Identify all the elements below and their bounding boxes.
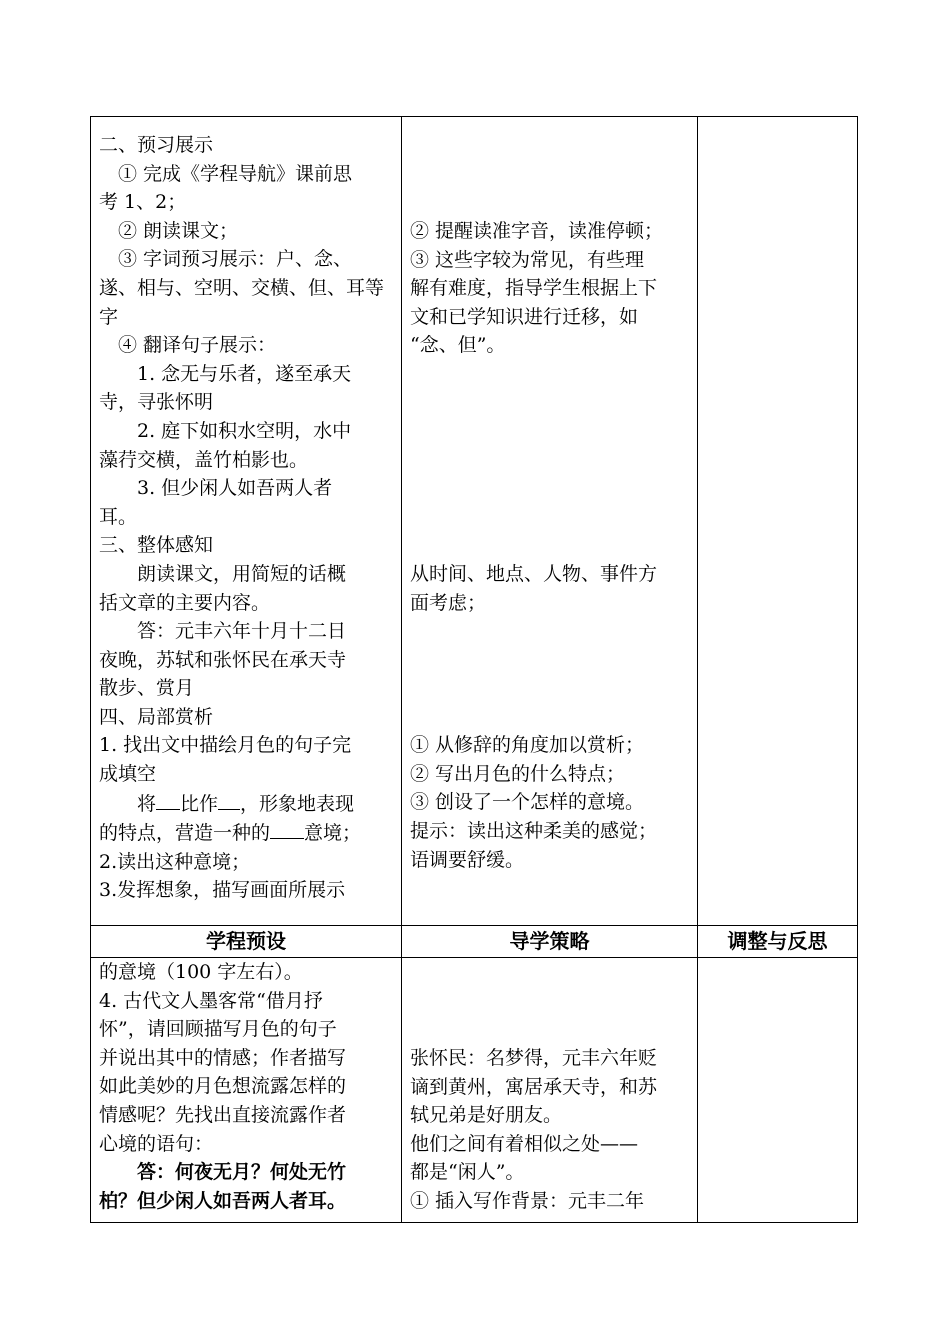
text-line: 3. 但少闲人如吾两人者 <box>137 477 333 500</box>
text-line: 并说出其中的情感；作者描写 <box>99 1046 347 1069</box>
text-line: 成填空 <box>99 763 157 786</box>
answer-line: 柏？但少闲人如吾两人者耳。 <box>99 1189 347 1212</box>
text-line: 夜晚，苏轼和张怀民在承天寺 <box>99 648 347 671</box>
text-line: 耳。 <box>99 505 138 528</box>
text-line: 提示：读出这种柔美的感觉； <box>410 819 658 842</box>
text-line: ① 从修辞的角度加以赏析； <box>410 734 645 757</box>
text-line: 的意境（100 字左右）。 <box>99 961 303 983</box>
fill-text: 意境； <box>304 822 362 845</box>
cell-learning-design-top <box>91 117 402 926</box>
header-adjust-reflect: 调整与反思 <box>698 926 858 958</box>
answer-line: 答：何夜无月？何处无竹 <box>137 1161 347 1184</box>
fill-text: ，形象地表现 <box>240 792 355 815</box>
text-line: 二、预习展示 <box>99 134 214 156</box>
text-line: 三、整体感知 <box>99 534 214 557</box>
text-line: 字 <box>99 305 119 328</box>
text-line: 朗读课文，用简短的话概 <box>137 562 347 585</box>
text-line: 谪到黄州，寓居承天寺，和苏 <box>410 1075 658 1098</box>
text-line: ② 朗读课文； <box>118 219 239 242</box>
text-line: 寺，寻张怀明 <box>99 391 214 414</box>
text-line: 从时间、地点、人物、事件方 <box>410 562 658 585</box>
fill-in-line <box>99 818 393 848</box>
text-line: ③ 字词预习展示：户、念、 <box>118 248 353 271</box>
text-line: “念、但”。 <box>410 334 506 357</box>
text-line: 语调要舒缓。 <box>410 848 525 871</box>
text-line: 散步、赏月 <box>99 677 195 700</box>
text-line: ② 提醒读准字音，读准停顿； <box>410 220 664 242</box>
cell-guidance-top <box>402 117 698 926</box>
text-line: 都是“闲人”。 <box>410 1161 525 1184</box>
text-line: 面考虑； <box>410 591 487 614</box>
text-line: 2.读出这种意境； <box>99 850 251 873</box>
blank <box>218 789 240 810</box>
table-header-row <box>91 926 858 958</box>
fill-text: 将 <box>137 792 157 815</box>
blank <box>156 789 180 810</box>
text-line: 答：元丰六年十月十二日 <box>137 620 347 643</box>
text-line: 如此美妙的月色想流露怎样的 <box>99 1075 347 1098</box>
text-line: 4. 古代文人墨客常“借月抒 <box>99 989 323 1012</box>
cell-reflection-bottom <box>698 958 858 1223</box>
text-line: 藻荇交横，盖竹柏影也。 <box>99 448 309 471</box>
text-line: 考 1、2； <box>99 191 187 214</box>
text-line: ③ 这些字较为常见，有些理 <box>410 248 645 271</box>
table <box>90 116 858 1223</box>
text-line: 2. 庭下如积水空明，水中 <box>137 419 352 442</box>
text-line: ① 完成《学程导航》课前思 <box>118 162 353 185</box>
text-line: 情感呢？先找出直接流露作者 <box>99 1103 347 1126</box>
text-line: 1. 念无与乐者，遂至承天 <box>137 362 352 385</box>
header-learning-design: 学程预设 <box>91 926 402 958</box>
table-row <box>91 958 858 1223</box>
text-line: 四、局部赏析 <box>99 705 214 728</box>
text-line: ④ 翻译句子展示： <box>118 334 277 357</box>
cell-learning-design-bottom <box>91 958 402 1223</box>
table-row <box>91 117 858 926</box>
text-line: 解有难度，指导学生根据上下 <box>410 277 658 300</box>
fill-text: 的特点，营造一种的 <box>99 822 271 845</box>
text-line: 1. 找出文中描绘月色的句子完 <box>99 734 352 757</box>
text-line: 3.发挥想象，描写画面所展示 <box>99 879 346 902</box>
text-line: 心境的语句： <box>99 1132 214 1155</box>
cell-reflection-top <box>698 117 858 926</box>
blank <box>270 818 304 839</box>
fill-in-line <box>99 789 393 819</box>
text-line: 怀”，请回顾描写月色的句子 <box>99 1018 337 1041</box>
text-line: ③ 创设了一个怎样的意境。 <box>410 791 645 814</box>
text-line: 他们之间有着相似之处—— <box>410 1132 639 1155</box>
text-line: ② 写出月色的什么特点； <box>410 762 626 785</box>
lesson-plan-table <box>90 116 857 1223</box>
text-line: 括文章的主要内容。 <box>99 591 271 614</box>
text-line: 文和已学知识进行迁移，如 <box>410 305 639 328</box>
text-line: 轼兄弟是好朋友。 <box>410 1104 563 1127</box>
text-line: 张怀民：名梦得，元丰六年贬 <box>410 1047 658 1069</box>
fill-text: 比作 <box>180 792 219 815</box>
text-line: ① 插入写作背景：元丰二年 <box>410 1189 645 1212</box>
text-line: 遂、相与、空明、交横、但、耳等 <box>99 276 385 299</box>
header-guidance-strategy: 导学策略 <box>402 926 698 958</box>
cell-guidance-bottom <box>402 958 698 1223</box>
